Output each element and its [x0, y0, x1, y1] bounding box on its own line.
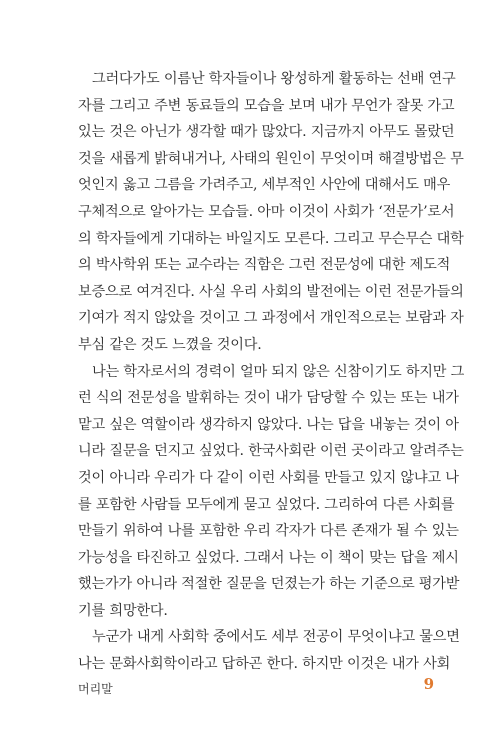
text-line: 의 박사학위 또는 교수라는 직함은 그런 전문성에 대한 제도적 — [78, 257, 451, 274]
text-line: 누군가 내게 사회학 중에서도 세부 전공이 무엇이냐고 물으면 — [92, 629, 460, 646]
running-footer-title: 머리말 — [78, 682, 113, 696]
text-line: 런 식의 전문성을 발휘하는 것이 내가 담당할 수 있는 또는 내가 — [78, 390, 459, 407]
paragraph-3 — [78, 624, 460, 677]
text-line: 니라 질문을 던지고 싶었다. 한국사회란 이런 곳이라고 알려주는 — [78, 443, 464, 460]
text-line: 보증으로 여겨진다. 사실 우리 사회의 발전에는 이런 전문가들의 — [78, 283, 464, 300]
text-line: 엇인지 옳고 그름을 가려주고, 세부적인 사안에 대해서도 매우 — [78, 177, 451, 194]
paragraph-2 — [78, 359, 465, 625]
text-line: 맡고 싶은 역할이라 생각하지 않았다. 나는 답을 내놓는 것이 아 — [78, 416, 459, 433]
body-text — [78, 66, 465, 678]
text-line: 자를 그리고 주변 동료들의 모습을 보며 내가 무언가 잘못 가고 — [78, 97, 455, 114]
text-line: 그러다가도 이름난 학자들이나 왕성하게 활동하는 선배 연구 — [92, 71, 456, 87]
text-line: 했는가가 아니라 적절한 질문을 던졌는가 하는 기준으로 평가받 — [78, 576, 460, 593]
text-line: 기를 희망한다. — [78, 602, 168, 619]
text-line: 나는 문화사회학이라고 답하곤 한다. 하지만 이것은 내가 사회 — [78, 656, 451, 673]
text-line: 부심 같은 것도 느꼈을 것이다. — [78, 336, 262, 353]
text-line: 것을 새롭게 밝혀내거나, 사태의 원인이 무엇이며 해결방법은 무 — [78, 150, 464, 167]
page-number: 9 — [423, 675, 434, 693]
text-line: 를 포함한 사람들 모두에게 묻고 싶었다. 그리하여 다른 사회를 — [78, 496, 455, 513]
paragraph-1 — [78, 66, 464, 359]
text-line: 의 학자들에게 기대하는 바일지도 모른다. 그리고 무슨무슨 대학 — [78, 230, 464, 247]
text-line: 나는 학자로서의 경력이 얼마 되지 않은 신참이기도 하지만 그 — [92, 363, 465, 380]
text-line: 것이 아니라 우리가 다 같이 이런 사회를 만들고 있지 않냐고 나 — [78, 469, 459, 486]
text-line: 구체적으로 알아가는 모습들. 아마 이것이 사회가 ‘전문가’로서 — [78, 203, 455, 220]
text-line: 가능성을 타진하고 싶었다. 그래서 나는 이 책이 맞는 답을 제시 — [78, 549, 459, 566]
text-line: 만들기 위하여 나를 포함한 우리 각자가 다른 존재가 될 수 있는 — [78, 523, 459, 540]
text-line: 있는 것은 아닌가 생각할 때가 많았다. 지금까지 아무도 몰랐던 — [78, 124, 455, 141]
text-line: 기여가 적지 않았을 것이고 그 과정에서 개인적으로는 보람과 자 — [78, 310, 464, 327]
